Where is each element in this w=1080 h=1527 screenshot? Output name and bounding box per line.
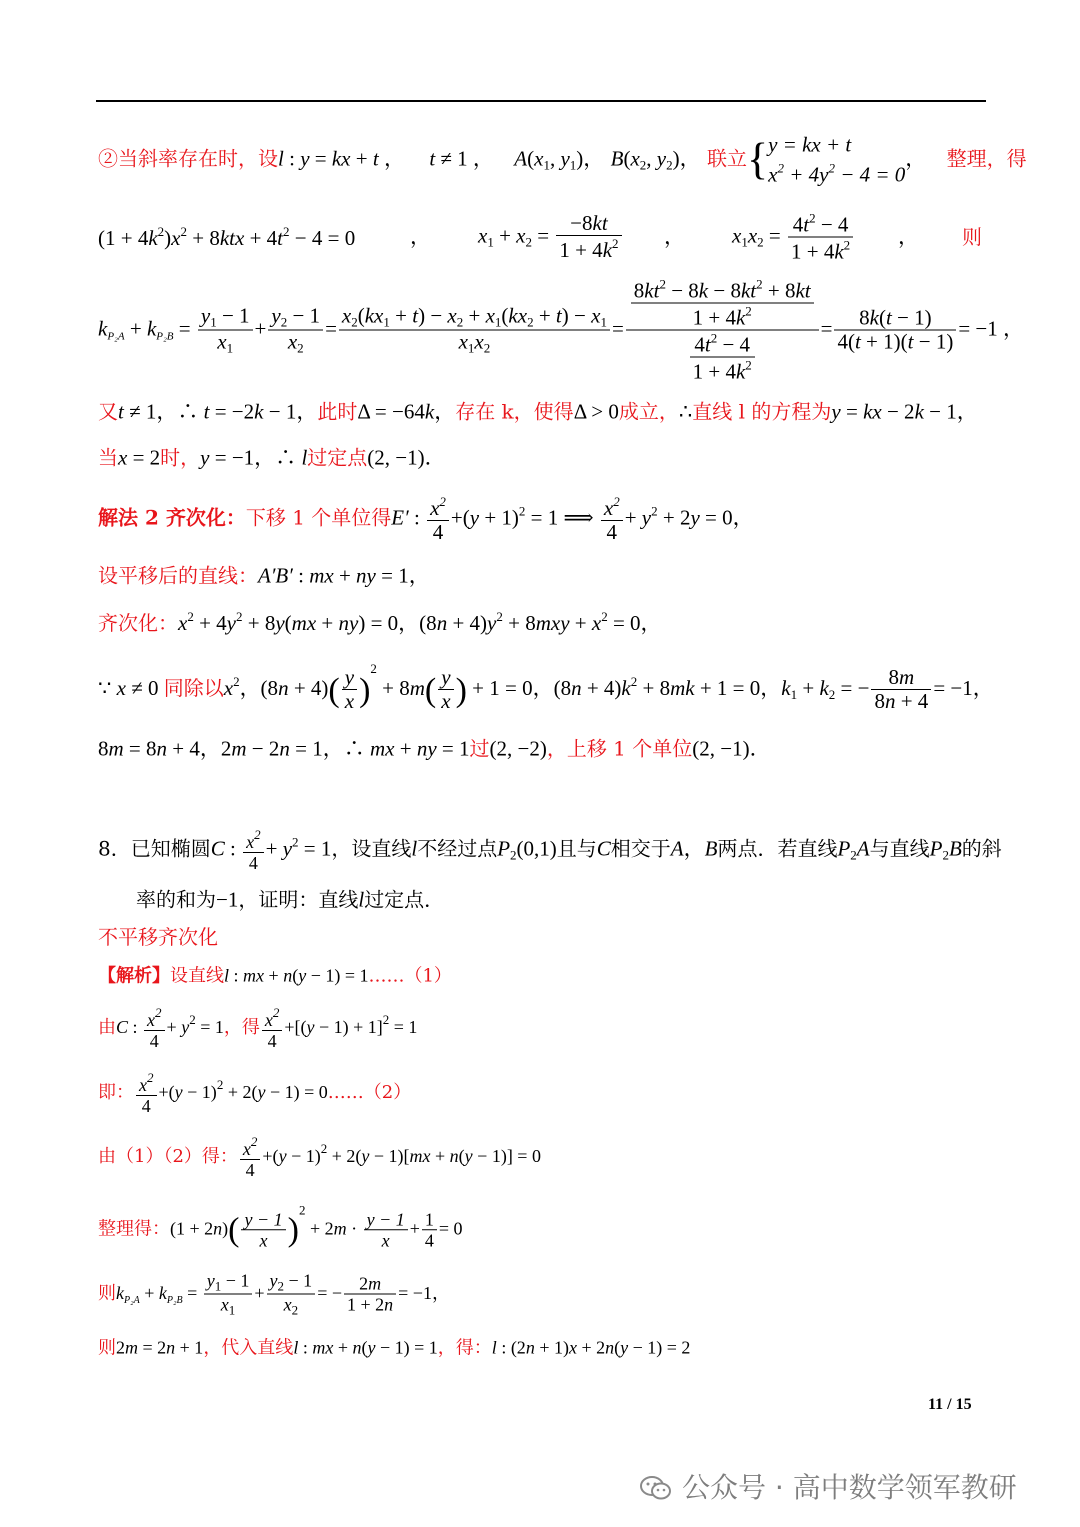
watermark-text: 公众号 · 高中数学领军教研: [682, 1471, 1017, 1504]
watermark: [640, 1466, 1017, 1506]
wechat-icon: [640, 1475, 672, 1501]
header-rule: [96, 100, 986, 102]
page-number: 11 / 15: [928, 1396, 972, 1413]
